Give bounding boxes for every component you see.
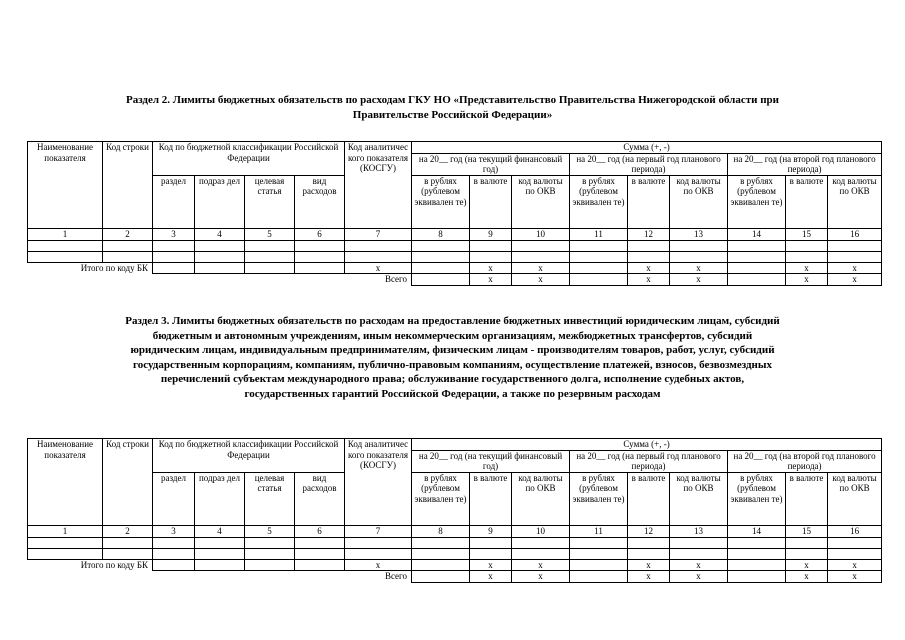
data-cell	[570, 559, 628, 571]
subheader-val: в валюте	[628, 175, 670, 228]
data-cell	[728, 262, 786, 274]
subheader-razdel: раздел	[153, 472, 195, 525]
column-number: 6	[295, 228, 345, 240]
data-cell	[412, 548, 470, 559]
data-cell	[786, 548, 828, 559]
total-all-label: Всего	[384, 274, 408, 285]
x-mark: x	[828, 274, 882, 286]
section-2-table	[27, 141, 882, 286]
data-cell	[570, 274, 628, 286]
column-number: 12	[628, 525, 670, 537]
data-cell	[728, 548, 786, 559]
column-number: 13	[670, 228, 728, 240]
data-cell	[103, 537, 153, 548]
subheader-okv: код валюты по ОКВ	[670, 175, 728, 228]
column-number: 6	[295, 525, 345, 537]
data-cell	[512, 251, 570, 262]
data-cell	[195, 559, 245, 571]
total-all-row	[28, 571, 882, 583]
data-cell	[828, 240, 882, 251]
data-cell	[153, 262, 195, 274]
data-cell	[345, 251, 412, 262]
total-bk-label: Итого по коду БК	[28, 262, 153, 274]
data-cell	[728, 240, 786, 251]
column-number: 8	[412, 228, 470, 240]
column-number: 9	[470, 525, 512, 537]
subheader-okv: код валюты по ОКВ	[512, 175, 570, 228]
data-cell	[195, 537, 245, 548]
section-2-title-line-2: Правительстве Российской Федерации»	[352, 108, 553, 121]
x-mark: x	[828, 559, 882, 571]
x-mark: x	[670, 274, 728, 286]
data-cell	[570, 537, 628, 548]
x-mark: x	[786, 274, 828, 286]
data-cell	[728, 251, 786, 262]
x-mark: x	[470, 571, 512, 583]
subheader-vid: вид расходов	[295, 472, 345, 525]
x-mark: x	[470, 274, 512, 286]
column-number: 1	[28, 525, 103, 537]
data-cell	[345, 240, 412, 251]
subheader-razdel: раздел	[153, 175, 195, 228]
column-number: 14	[728, 525, 786, 537]
x-mark: x	[786, 571, 828, 583]
x-mark: x	[628, 262, 670, 274]
data-cell	[412, 274, 470, 286]
x-mark: x	[345, 262, 412, 274]
data-cell	[412, 251, 470, 262]
data-cell	[470, 537, 512, 548]
column-number: 2	[103, 525, 153, 537]
data-cell	[245, 537, 295, 548]
column-number: 15	[786, 525, 828, 537]
subheader-rub: в рублях (рублевом эквивален те)	[570, 472, 628, 525]
data-cell	[512, 240, 570, 251]
subheader-podrazdel: подраз дел	[195, 175, 245, 228]
total-bk-label: Итого по коду БК	[28, 559, 153, 571]
data-cell	[103, 240, 153, 251]
data-cell	[153, 537, 195, 548]
data-cell	[245, 548, 295, 559]
header-sum: Сумма (+, -)	[412, 142, 882, 154]
header-period-first: на 20__ год (на первый год планового периода)	[570, 450, 728, 472]
data-cell	[570, 571, 628, 583]
data-cell	[345, 537, 412, 548]
data-cell	[470, 251, 512, 262]
section-3-table	[27, 438, 882, 583]
x-mark: x	[628, 274, 670, 286]
header-period-second: на 20__ год (на второй год планового периода)	[728, 450, 882, 472]
data-cell	[570, 251, 628, 262]
x-mark: x	[470, 559, 512, 571]
subheader-celevaya: целевая статья	[245, 175, 295, 228]
data-cell	[670, 537, 728, 548]
header-period-second: на 20__ год (на второй год планового периода)	[728, 153, 882, 175]
x-mark: x	[512, 559, 570, 571]
data-cell	[153, 548, 195, 559]
x-mark: x	[670, 559, 728, 571]
data-cell	[628, 548, 670, 559]
subheader-rub: в рублях (рублевом эквивален те)	[728, 472, 786, 525]
total-bk-row	[28, 559, 882, 571]
header-row-code: Код строки	[103, 142, 153, 229]
section-3-title-line: перечислений субъектам международного права; обслуживание государственного долга, исполнение судебных актов,	[160, 373, 745, 385]
data-cell	[295, 240, 345, 251]
column-number: 10	[512, 228, 570, 240]
header-period-current: на 20__ год (на текущий финансовый год)	[412, 450, 570, 472]
header-name: Наименование показателя	[28, 142, 103, 229]
data-cell	[295, 262, 345, 274]
data-cell	[295, 559, 345, 571]
data-cell	[570, 240, 628, 251]
column-number: 3	[153, 228, 195, 240]
x-mark: x	[628, 571, 670, 583]
subheader-okv: код валюты по ОКВ	[828, 472, 882, 525]
x-mark: x	[512, 262, 570, 274]
column-number: 7	[345, 525, 412, 537]
data-cell	[728, 537, 786, 548]
data-cell	[153, 251, 195, 262]
column-number: 1	[28, 228, 103, 240]
section-2-title	[40, 93, 865, 122]
data-cell	[512, 548, 570, 559]
data-cell	[245, 262, 295, 274]
subheader-rub: в рублях (рублевом эквивален те)	[412, 175, 470, 228]
data-cell	[728, 274, 786, 286]
data-cell	[828, 251, 882, 262]
subheader-rub: в рублях (рублевом эквивален те)	[412, 472, 470, 525]
column-number: 14	[728, 228, 786, 240]
section-3-title-line: государственным корпорациям, компаниям, публично-правовым компаниям, осуществление платежей, взносов, безвозмездных	[133, 358, 772, 371]
x-mark: x	[786, 262, 828, 274]
column-number: 11	[570, 525, 628, 537]
data-cell	[195, 548, 245, 559]
column-number: 13	[670, 525, 728, 537]
data-cell	[628, 251, 670, 262]
header-bk-code: Код по бюджетной классификации Российской Федерации	[153, 142, 345, 176]
data-cell	[103, 251, 153, 262]
header-period-current: на 20__ год (на текущий финансовый год)	[412, 153, 570, 175]
x-mark: x	[345, 559, 412, 571]
column-number-row	[28, 228, 882, 240]
header-analytic-code: Код аналитичес кого показателя (КОСГУ)	[345, 142, 412, 229]
data-row	[28, 240, 882, 251]
data-row	[28, 548, 882, 559]
column-number: 4	[195, 525, 245, 537]
subheader-val: в валюте	[786, 472, 828, 525]
x-mark: x	[512, 571, 570, 583]
data-cell	[786, 240, 828, 251]
total-all-label: Всего	[384, 571, 408, 582]
subheader-val: в валюте	[786, 175, 828, 228]
data-cell	[245, 251, 295, 262]
column-number-row	[28, 525, 882, 537]
total-bk-row	[28, 262, 882, 274]
data-cell	[195, 251, 245, 262]
data-cell	[295, 548, 345, 559]
x-mark: x	[470, 262, 512, 274]
column-number: 16	[828, 525, 882, 537]
column-number: 12	[628, 228, 670, 240]
data-cell	[728, 559, 786, 571]
column-number: 5	[245, 228, 295, 240]
data-cell	[195, 240, 245, 251]
column-number: 10	[512, 525, 570, 537]
x-mark: x	[828, 571, 882, 583]
data-row	[28, 251, 882, 262]
data-cell	[470, 240, 512, 251]
x-mark: x	[670, 262, 728, 274]
data-cell	[28, 548, 103, 559]
data-cell	[570, 262, 628, 274]
data-cell	[153, 559, 195, 571]
data-cell	[153, 240, 195, 251]
data-cell	[412, 537, 470, 548]
subheader-vid: вид расходов	[295, 175, 345, 228]
data-cell	[470, 548, 512, 559]
x-mark: x	[628, 559, 670, 571]
x-mark: x	[786, 559, 828, 571]
total-all-row	[28, 274, 882, 286]
data-cell	[103, 548, 153, 559]
section-3-title-line: государственных гарантий Российской Федерации, а также по резервным расходам	[244, 387, 661, 400]
header-bk-code: Код по бюджетной классификации Российской Федерации	[153, 439, 345, 473]
x-mark: x	[512, 274, 570, 286]
data-cell	[670, 251, 728, 262]
column-number: 8	[412, 525, 470, 537]
column-number: 2	[103, 228, 153, 240]
data-cell	[295, 537, 345, 548]
data-cell	[345, 548, 412, 559]
data-cell	[512, 537, 570, 548]
column-number: 3	[153, 525, 195, 537]
column-number: 11	[570, 228, 628, 240]
data-cell	[786, 251, 828, 262]
data-cell	[670, 548, 728, 559]
data-cell	[412, 571, 470, 583]
subheader-rub: в рублях (рублевом эквивален те)	[570, 175, 628, 228]
data-cell	[570, 548, 628, 559]
section-3-title-line: юридическим лицам, индивидуальным предпринимателям, физическим лицам - производителям товаров, работ, услуг, субсидий	[130, 344, 775, 356]
header-period-first: на 20__ год (на первый год планового периода)	[570, 153, 728, 175]
column-number: 9	[470, 228, 512, 240]
subheader-val: в валюте	[470, 472, 512, 525]
section-3-title-line: Раздел 3. Лимиты бюджетных обязательств по расходам на предоставление бюджетных инвестиций юридическим лицам, субсидий	[125, 315, 780, 327]
data-cell	[245, 559, 295, 571]
data-cell	[412, 559, 470, 571]
data-cell	[245, 240, 295, 251]
subheader-val: в валюте	[628, 472, 670, 525]
data-cell	[28, 251, 103, 262]
data-cell	[295, 251, 345, 262]
data-cell	[28, 240, 103, 251]
data-cell	[28, 537, 103, 548]
column-number: 5	[245, 525, 295, 537]
header-row-code: Код строки	[103, 439, 153, 526]
data-cell	[412, 240, 470, 251]
column-number: 16	[828, 228, 882, 240]
section-3-title	[40, 314, 865, 401]
x-mark: x	[670, 571, 728, 583]
header-name: Наименование показателя	[28, 439, 103, 526]
subheader-okv: код валюты по ОКВ	[670, 472, 728, 525]
data-row	[28, 537, 882, 548]
data-cell	[628, 240, 670, 251]
column-number: 7	[345, 228, 412, 240]
data-cell	[412, 262, 470, 274]
data-cell	[670, 240, 728, 251]
data-cell	[728, 571, 786, 583]
data-cell	[628, 537, 670, 548]
header-analytic-code: Код аналитичес кого показателя (КОСГУ)	[345, 439, 412, 526]
subheader-rub: в рублях (рублевом эквивален те)	[728, 175, 786, 228]
column-number: 4	[195, 228, 245, 240]
section-3-title-line: бюджетным и автономным учреждениям, иным некоммерческим организациям, межбюджетных трансфертов, субсидий	[152, 329, 753, 342]
data-cell	[828, 548, 882, 559]
subheader-okv: код валюты по ОКВ	[512, 472, 570, 525]
subheader-val: в валюте	[470, 175, 512, 228]
data-cell	[828, 537, 882, 548]
header-sum: Сумма (+, -)	[412, 439, 882, 451]
column-number: 15	[786, 228, 828, 240]
data-cell	[195, 262, 245, 274]
x-mark: x	[828, 262, 882, 274]
subheader-okv: код валюты по ОКВ	[828, 175, 882, 228]
section-2-title-line-1: Раздел 2. Лимиты бюджетных обязательств по расходам ГКУ НО «Представительство Правительства Нижегородской области при	[125, 94, 780, 106]
subheader-podrazdel: подраз дел	[195, 472, 245, 525]
data-cell	[786, 537, 828, 548]
subheader-celevaya: целевая статья	[245, 472, 295, 525]
